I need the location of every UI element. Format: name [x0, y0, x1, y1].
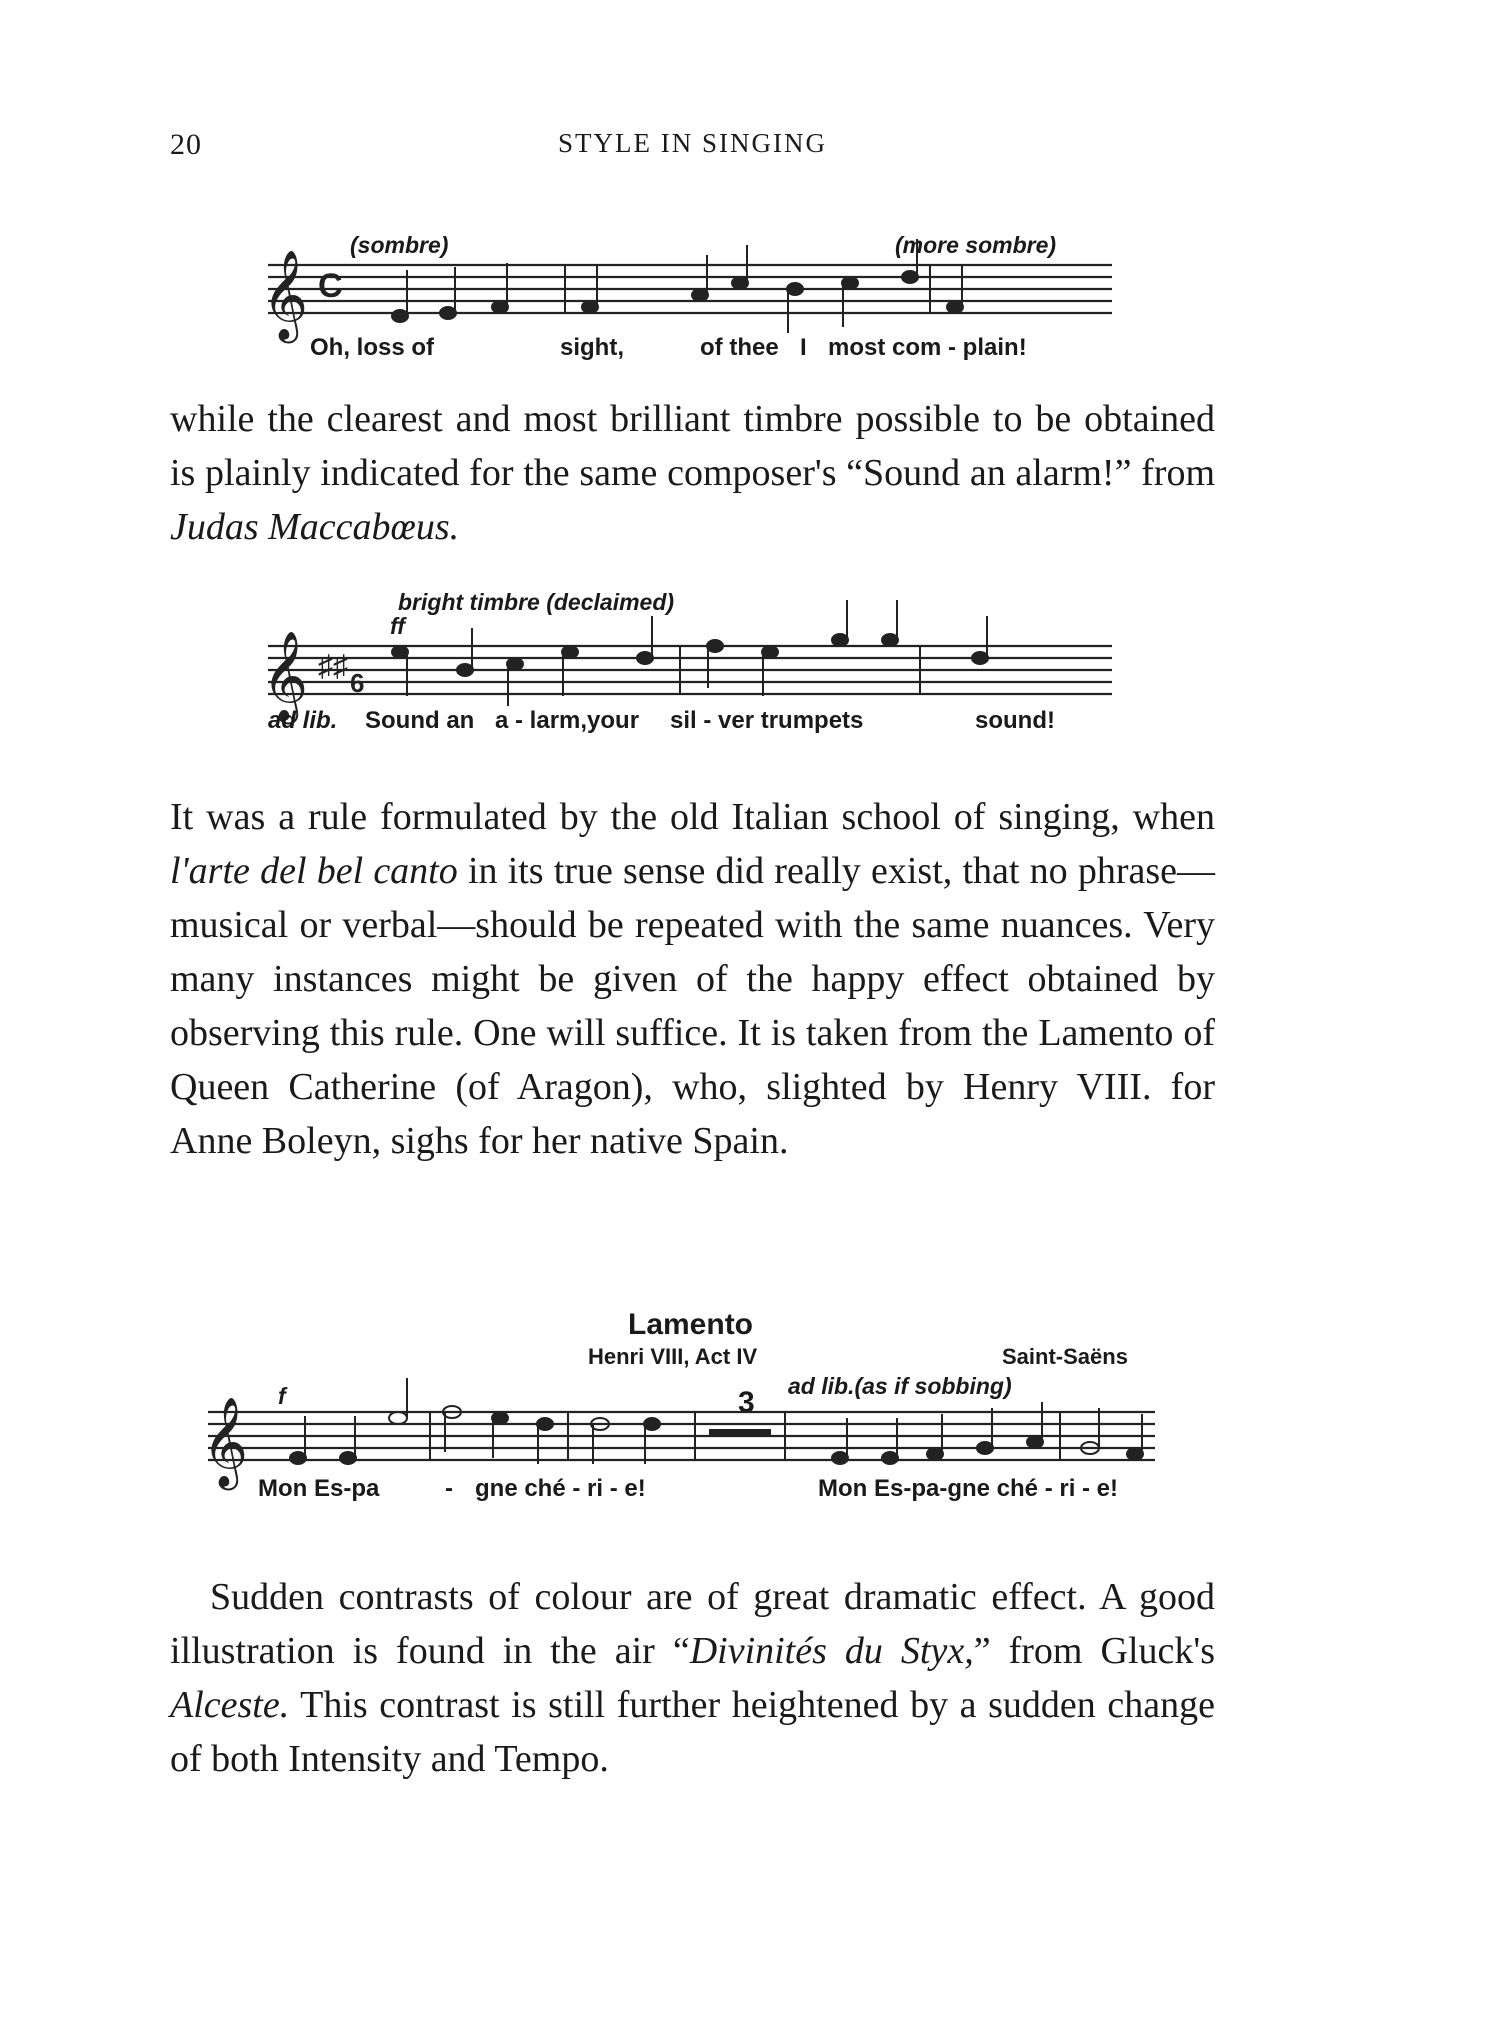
running-title: STYLE IN SINGING: [558, 128, 827, 158]
paragraph-3-text-middle: ” from Gluck's: [973, 1630, 1216, 1672]
paragraph-3: [170, 1570, 1215, 1786]
treble-clef-icon: 𝄞: [202, 1397, 249, 1485]
page-number: 20: [170, 128, 202, 161]
example3-composer: Saint-Saëns: [1002, 1344, 1128, 1369]
paragraph-3-italic-air: Divinités du Styx,: [689, 1630, 974, 1672]
example1-lyric-1: Oh, loss of: [310, 334, 435, 361]
paragraph-2: [170, 790, 1215, 1168]
example1-notes: [392, 239, 963, 333]
example1-lyric-3: of thee: [700, 334, 779, 361]
treble-clef-icon: 𝄞: [262, 631, 309, 719]
page-header: [170, 128, 1215, 168]
example1-staff: [268, 265, 1112, 313]
paragraph-2-text-end: in its true sense did really exist, that no phrase—musical or verbal—should be repeated with the same nuances. Very many instances might be given of the happy effect obtained by observing this rule. One will suffice. It is taken from the Lamento of Queen Catherine (of Aragon), who, slighted by Henry VIII. for Anne Boleyn, sighs for her native Spain.: [170, 850, 1215, 1162]
music-example-2: [250, 588, 1370, 748]
example3-title: Lamento: [628, 1308, 754, 1341]
example1-lyric-4: I: [800, 334, 807, 361]
paragraph-3-text-end: This contrast is still further heightened by a sudden change of both Intensity and Tempo.: [170, 1684, 1215, 1780]
paragraph-3-text-start: Sudden contrasts of colour are of great dramatic effect. A good illustration is found in the air “: [170, 1576, 1215, 1672]
treble-clef-icon: 𝄞: [262, 250, 309, 338]
example3-mark-forte: f: [278, 1383, 286, 1409]
example3-mark-three-bars: 3: [738, 1386, 755, 1419]
example2-lyric-2: Sound an: [365, 707, 475, 734]
common-time-icon: C: [318, 267, 343, 305]
example2-lyric-3: a - larm,your: [495, 707, 640, 734]
time-signature-icon: 6: [350, 668, 365, 698]
paragraph-1-italic-title: Judas Maccabœus.: [170, 506, 460, 548]
example1-mark-more-sombre: (more sombre): [895, 232, 1057, 258]
paragraph-1-text: while the clearest and most brilliant timbre possible to be obtained is plainly indicated for the same composer's “Sound an alarm!” from: [170, 398, 1215, 494]
key-signature-sharps-icon: ♯♯: [318, 650, 348, 683]
music-example-1: [250, 225, 1370, 375]
example3-lyric-2: -: [445, 1475, 453, 1502]
paragraph-1: [170, 392, 1215, 554]
paragraph-2-italic-phrase: l'arte del bel canto: [170, 850, 458, 892]
example3-source: Henri VIII, Act IV: [588, 1344, 758, 1369]
example1-lyric-2: sight,: [560, 334, 624, 361]
example2-mark-bright-timbre: bright timbre (declaimed): [398, 589, 675, 615]
example2-notes: [392, 600, 988, 706]
paragraph-3-italic-opera: Alceste.: [170, 1684, 290, 1726]
example3-lyric-3: gne ché - ri - e!: [475, 1475, 646, 1502]
example3-lyric-1: Mon Es-pa: [258, 1475, 380, 1502]
example1-mark-sombre: (sombre): [350, 232, 449, 258]
example3-notes: [290, 1378, 1143, 1464]
example2-mark-ff: ff: [390, 613, 405, 639]
example3-mark-ad-lib: ad lib.(as if sobbing): [788, 1373, 1012, 1399]
example2-lyric-5: sound!: [975, 707, 1055, 734]
example1-lyric-5: most com - plain!: [828, 334, 1027, 361]
example3-lyric-4: Mon Es-pa-gne ché - ri - e!: [818, 1475, 1119, 1502]
paragraph-2-text-start: It was a rule formulated by the old Italian school of singing, when: [170, 796, 1215, 838]
music-example-3: [190, 1300, 1310, 1520]
example2-lyric-4: sil - ver trumpets: [670, 707, 864, 734]
example2-lyric-ad-lib: ad lib.: [268, 707, 338, 734]
